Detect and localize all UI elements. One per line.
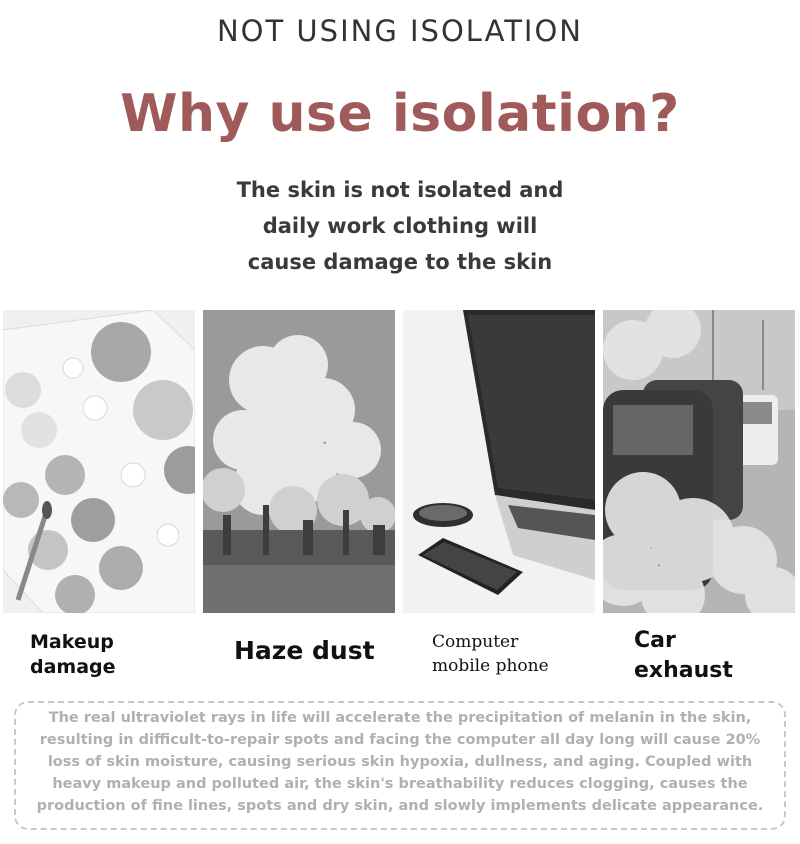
caption-computer-phone bbox=[432, 630, 549, 678]
car-exhaust-photo bbox=[603, 310, 795, 613]
note-line: resulting in difficult-to-repair spots and facing the computer all day long will cause 20% bbox=[39, 732, 761, 748]
caption-line: exhaust bbox=[634, 658, 733, 683]
note-line: heavy makeup and polluted air, the skin's breathability reduces clogging, causes the bbox=[52, 776, 748, 792]
note-line: loss of skin moisture, causing serious skin hypoxia, dullness, and aging. Coupled with bbox=[47, 754, 753, 770]
laptop-phone-photo bbox=[403, 310, 595, 613]
caption-makeup-damage bbox=[30, 630, 116, 680]
factory-smoke-photo bbox=[203, 310, 395, 613]
caption-haze-dust bbox=[234, 636, 375, 665]
subhead-line: The skin is not isolated and bbox=[236, 178, 564, 202]
headline: Why use isolation? bbox=[120, 84, 680, 144]
subhead-line: cause damage to the skin bbox=[247, 250, 553, 274]
caption-line: Makeup bbox=[30, 631, 114, 653]
note-text bbox=[20, 707, 780, 817]
top-title: NOT USING ISOLATION bbox=[216, 14, 583, 48]
caption-car-exhaust bbox=[634, 626, 733, 686]
subhead bbox=[0, 172, 800, 280]
subhead-line: daily work clothing will bbox=[262, 214, 538, 238]
makeup-palette-photo bbox=[3, 310, 195, 613]
caption-line: Car bbox=[634, 628, 676, 653]
caption-line: damage bbox=[30, 656, 116, 678]
caption-line: Computer bbox=[432, 632, 519, 652]
caption-line: mobile phone bbox=[432, 656, 549, 676]
note-line: production of fine lines, spots and dry skin, and slowly implements delicate appearance. bbox=[36, 798, 764, 814]
caption-line: Haze dust bbox=[234, 636, 375, 665]
note-line: The real ultraviolet rays in life will accelerate the precipitation of melanin in the skin, bbox=[48, 710, 752, 726]
